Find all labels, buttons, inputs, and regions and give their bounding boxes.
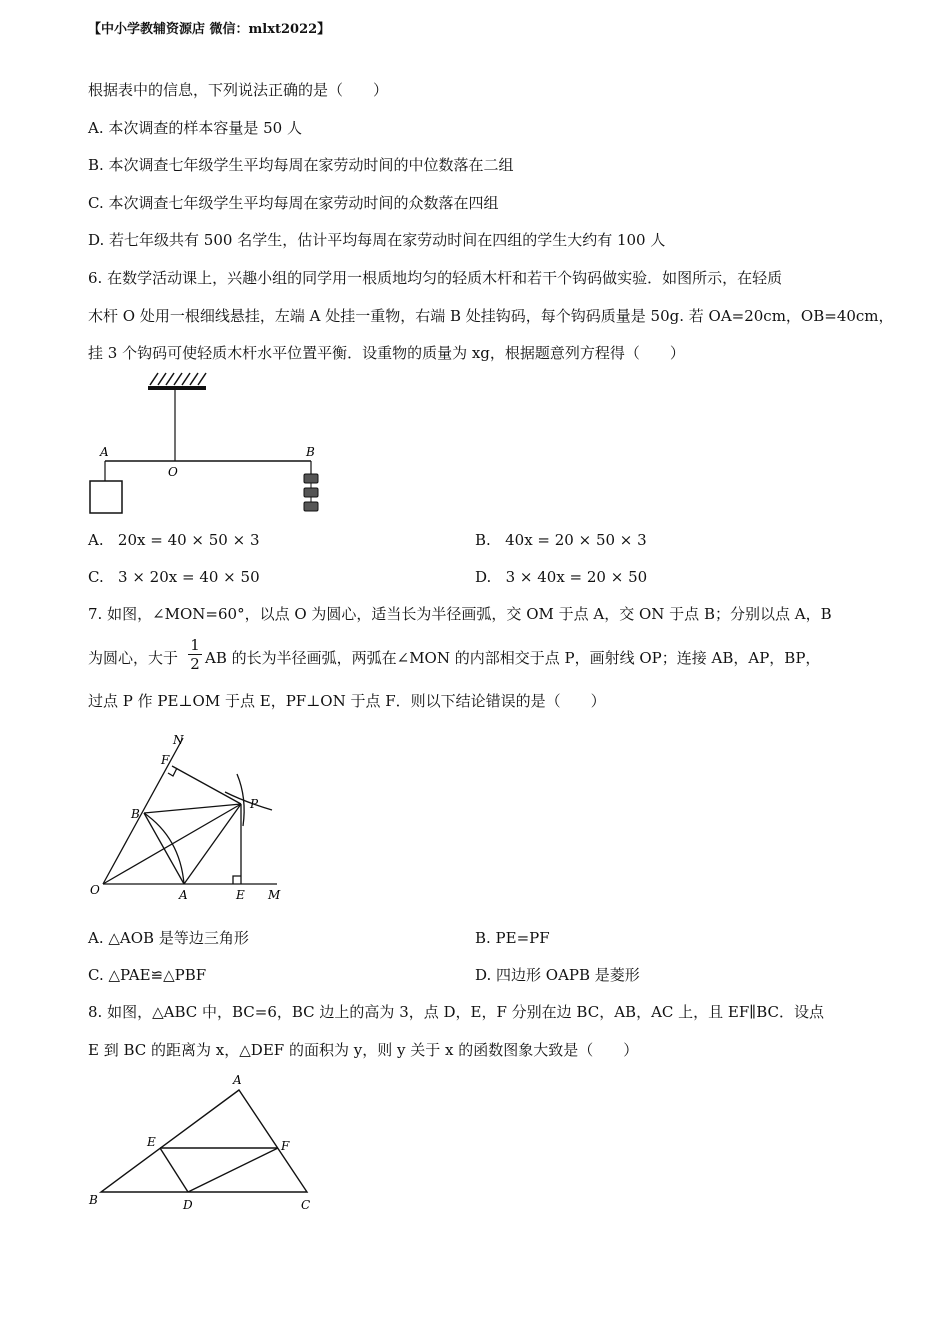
svg-text:B: B — [131, 807, 140, 821]
svg-text:M: M — [268, 888, 281, 902]
svg-text:F: F — [161, 753, 170, 767]
svg-text:F: F — [281, 1139, 290, 1153]
q6-stem-line2: 木杆 O 处用一根细线悬挂，左端 A 处挂一重物，右端 B 处挂钩码，每个钩码质量是 50g. 若 OA=20cm，OB=40cm， — [88, 307, 894, 325]
label-B: B — [306, 445, 315, 459]
svg-text:P: P — [250, 797, 259, 811]
arc-from-A — [225, 792, 272, 810]
q7-option-a: A. △AOB 是等边三角形 — [88, 929, 249, 947]
q6-option-d: D. 3 × 40x = 20 × 50 — [475, 568, 648, 586]
weight-box — [90, 481, 122, 513]
label-O: O — [168, 465, 178, 479]
q5-option-c: C. 本次调查七年级学生平均每周在家劳动时间的众数落在四组 — [88, 194, 499, 212]
label-A: A — [100, 445, 109, 459]
q5-option-b: B. 本次调查七年级学生平均每周在家劳动时间的中位数落在二组 — [88, 156, 514, 174]
q8-stem-line2: E 到 BC 的距离为 x，△DEF 的面积为 y，则 y 关于 x 的函数图象大致是（ ） — [88, 1041, 639, 1059]
segment-AP — [184, 804, 241, 884]
q7-fraction: $\frac{1}{2}$ — [188, 636, 202, 673]
right-angle-E — [233, 876, 241, 884]
svg-text:A: A — [179, 888, 188, 902]
svg-text:E: E — [147, 1135, 156, 1149]
q5-option-d: D. 若七年级共有 500 名学生，估计平均每周在家劳动时间在四组的学生大约有 100 人 — [88, 231, 666, 249]
ceiling-hatch — [148, 373, 206, 388]
svg-text:D: D — [183, 1198, 193, 1212]
q7-option-b: B. PE=PF — [475, 929, 550, 947]
triangle-ABC — [101, 1090, 307, 1192]
q6-option-c: C. 3 × 20x = 40 × 50 — [88, 568, 260, 586]
q6-option-a: A. 20x = 40 × 50 × 3 — [88, 531, 260, 549]
q7-stem-line3: 过点 P 作 PE⊥OM 于点 E，PF⊥ON 于点 F．则以下结论错误的是（ ） — [88, 692, 606, 710]
q6-stem-line1: 6. 在数学活动课上，兴趣小组的同学用一根质地均匀的轻质木杆和若干个钩码做实验．如图所示，在轻质 — [88, 269, 783, 287]
svg-text:B: B — [89, 1193, 98, 1207]
q7-stem-line2-post: AB 的长为半径画弧，两弧在∠MON 的内部相交于点 P，画射线 OP；连接 AB，AP，BP， — [205, 649, 821, 667]
q6-stem-line3: 挂 3 个钩码可使轻质木杆水平位置平衡．设重物的质量为 xg，根据题意列方程得（ ） — [88, 344, 685, 362]
q7-stem-line1: 7. 如图，∠MON=60°，以点 O 为圆心，适当长为半径画弧，交 OM 于点 A，交 ON 于点 B；分别以点 A，B — [88, 605, 832, 623]
triangle-figure — [85, 1070, 325, 1215]
svg-text:E: E — [236, 888, 245, 902]
svg-text:A: A — [233, 1073, 242, 1087]
segment-DF — [188, 1148, 278, 1192]
segment-PF — [172, 766, 241, 804]
lever-figure — [80, 368, 340, 524]
q5-option-a: A. 本次调查的样本容量是 50 人 — [88, 119, 302, 137]
q7-stem-line2-pre: 为圆心，大于 — [88, 649, 179, 667]
q7-option-d: D. 四边形 OAPB 是菱形 — [475, 966, 640, 984]
page-header: 【中小学教辅资源店 微信：mlxt2022】 — [88, 22, 331, 37]
q7-option-c: C. △PAE≌△PBF — [88, 966, 207, 984]
svg-text:N: N — [173, 733, 184, 747]
q5-stem: 根据表中的信息，下列说法正确的是（ ） — [88, 81, 389, 99]
segment-AB — [144, 813, 184, 884]
hook-weights — [304, 474, 318, 511]
segment-BP — [144, 804, 241, 813]
svg-text:O: O — [90, 883, 100, 897]
angle-bisector-figure — [85, 728, 295, 906]
segment-ED — [160, 1148, 188, 1192]
right-angle-F — [168, 768, 177, 776]
q6-option-b: B. 40x = 20 × 50 × 3 — [475, 531, 647, 549]
q8-stem-line1: 8. 如图，△ABC 中，BC=6，BC 边上的高为 3，点 D，E，F 分别在边 BC，AB，AC 上，且 EF∥BC．设点 — [88, 1003, 824, 1021]
svg-text:C: C — [301, 1198, 311, 1212]
